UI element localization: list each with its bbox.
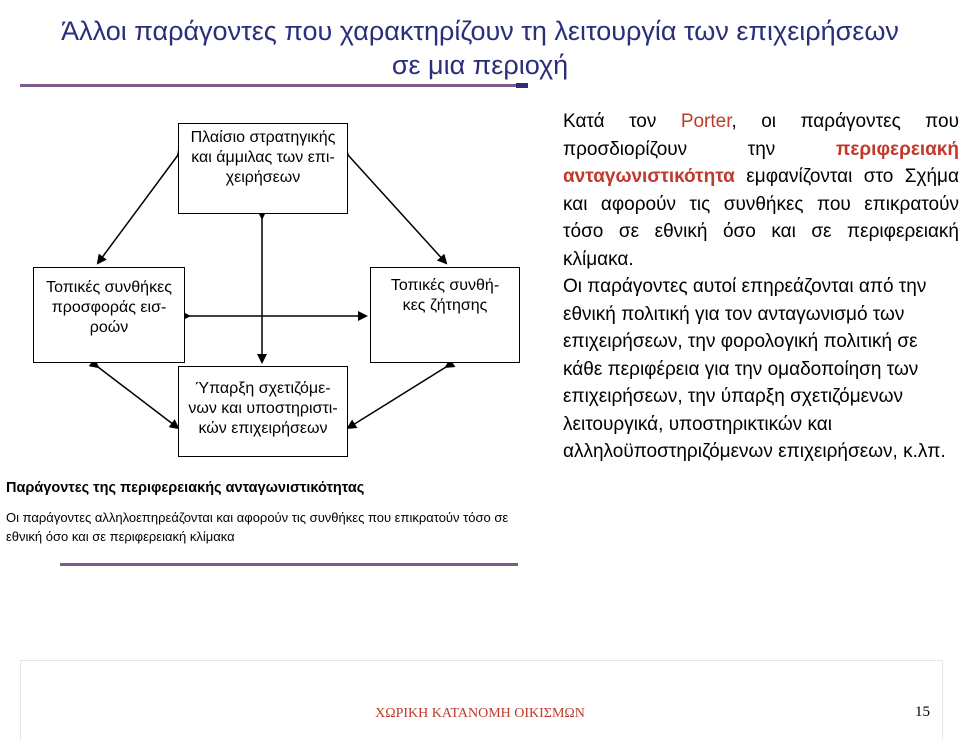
box-input-supply (33, 267, 185, 363)
diagram-caption-title: Παράγοντες της περιφερειακής ανταγωνιστικότητας (6, 480, 365, 496)
paragraph-porter: Κατά τον Porter, οι παράγοντες που προσδιορίζουν την περιφερειακή ανταγωνιστικότητα εμφανίζονται στο Σχήμα και αφορούν τις συνθήκες που επικρατούν τόσο σε εθνική όσο και σε περιφερειακή κλίμακα. (563, 111, 959, 270)
box-strategy-rivalry (178, 123, 348, 214)
diagram-caption-text: Οι παράγοντες αλληλοεπηρεάζονται και αφορούν τις συνθήκες που επικρατούν τόσο σε εθνική όσο και σε περιφερειακή κλίμακα (6, 510, 509, 544)
box-line: Πλαίσιο στρατηγικής (190, 129, 336, 146)
arrow-left-bottom (98, 367, 178, 428)
arrow-top-right (348, 155, 446, 263)
arrow-right-bottom (348, 367, 446, 428)
caption-underline (60, 563, 518, 566)
porter-name: Porter (680, 111, 732, 132)
title-underline-end (516, 83, 528, 88)
title-underline (20, 84, 528, 87)
box-line: κών επιχειρήσεων (198, 420, 328, 437)
paragraph-factors: Οι παράγοντες αυτοί επηρεάζονται από την εθνική πολιτική για τον ανταγωνισμό των επιχειρήσεων, την φορολογική πολιτική σε κάθε περιφέρεια για την ομαδοποίηση των επιχειρήσεων, την ύπαρξη σχετιζόμενων λειτουργικά, υποστηρικτικών και αλληλοϋποστηριζόμενων επιχειρήσεων, κ.λπ. (563, 276, 946, 462)
arrow-top-left (98, 155, 178, 263)
footer-frame (20, 660, 943, 740)
box-line: χειρήσεων (225, 169, 301, 186)
slide-title (0, 14, 960, 82)
page-number: 15 (915, 704, 930, 720)
box-demand-conditions (370, 267, 520, 363)
title-line-2: σε μια περιοχή (391, 50, 569, 80)
box-related-industries (178, 366, 348, 457)
box-line: κες ζήτησης (402, 297, 488, 314)
box-line: νων και υποστηριστι- (188, 400, 338, 417)
box-line: ροών (89, 319, 129, 336)
box-line: Ύπαρξη σχετιζόμε- (195, 380, 331, 397)
box-line: Τοπικές συνθήκες (46, 279, 172, 296)
title-line-1: Άλλοι παράγοντες που χαρακτηρίζουν τη λειτουργία των επιχειρήσεων (61, 16, 899, 46)
box-line: Τοπικές συνθή- (390, 277, 500, 294)
footer-label: ΧΩΡΙΚΗ ΚΑΤΑΝΟΜΗ ΟΙΚΙΣΜΩΝ (375, 706, 585, 721)
highlight-term: περιφερειακή ανταγωνιστικότητα (563, 138, 959, 187)
box-line: και άμμιλας των επι- (191, 149, 335, 166)
body-text (563, 108, 959, 466)
box-line: προσφοράς εισ- (51, 299, 167, 316)
